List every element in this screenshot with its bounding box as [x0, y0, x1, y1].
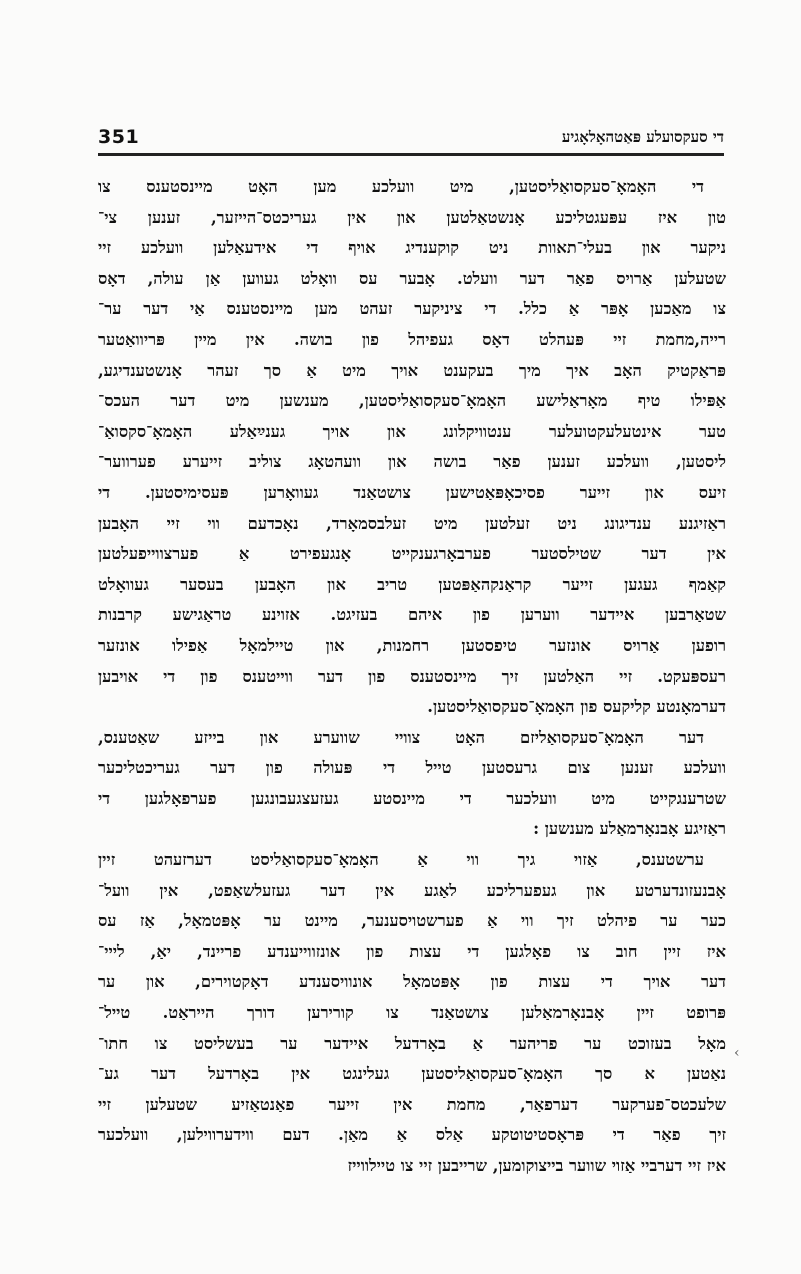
text-line: רופען אַרויס אונזער טיפסטען רחמנות, און טיילמאָל אַפילו אונזער	[98, 635, 726, 655]
text-line: אָבנעזונדערטע און געפערליכע לאַגע אין דער געזעלשאַפט, אין וועל־	[98, 880, 726, 900]
text-line: ראַזיגנע ענדיגונג ניט זעלטען מיט זעלבסמאָרד, נאָכדעם ווי זיי האָבען	[98, 513, 726, 533]
text-line: קאַמף געגען זייער קראַנקהאַפּטען טריב און האָבען בעסער געוואָלט	[98, 574, 726, 594]
text-line: צו מאַכען אָפּר אַ כלל. די ציניקער זעהט מען מיינסטענס אַי דער ער־	[98, 299, 726, 319]
text-line: ניקער און בעלי־תאוות ניט קוקענדיג אויף די אידעאַלען וועלכע זיי	[98, 238, 726, 258]
text-line: ראַזיגע אָבנאָרמאַלע מענשען :	[533, 819, 726, 839]
margin-mark: ‹	[734, 1045, 740, 1061]
text-line: ערשטענס, אַזוי גיך ווי אַ האָמאָ־סעקסואַליסט דערזעהט זיין	[98, 850, 704, 870]
text-line: דער האָמאָ־סעקסואַליזם האָט צוויי שווערע און בייזע שאַטענס,	[98, 727, 704, 747]
text-line: טון איז עפּעגטליכע אָנשטאַלטען און אין געריכטס־הייזער, זענען צי־	[98, 207, 726, 227]
text-line: פּראַקטיק האָב איך מיך בעקענט אויך מיט אַ סך זעהר אָנשטענדיגע,	[98, 360, 726, 380]
text-line: רייה,מחמת זיי פּעהלט דאָס געפיהל פון בושה. אין מיין פּריוואַטער	[98, 329, 726, 349]
text-line: פּרופט זיין אָבנאָרמאַלען צושטאַנד צו קורירען דורך הייראַט. טייל־	[98, 1003, 726, 1023]
text-line: שטעלען אַרויס פאַר דער וועלט. אָבער עס וואָלט געווען אַן עולה, דאָס	[98, 268, 726, 288]
text-line: ליסטען, וועלכע זענען פאַר בושה און וועהטאָג צוליב זייערע פערווער־	[98, 452, 726, 472]
text-line: אין דער שטילסטער פערבאָרגענקייט אָנגעפירט אַ פערצווייפעלטען	[98, 544, 726, 564]
text-line: דער אויך די עצות פון אָפּטמאָל אונוויסענדע דאָקטוירים, און ער	[98, 972, 726, 992]
page-number: 351	[98, 126, 140, 148]
paragraph-1	[98, 172, 726, 723]
text-line: די האָמאָ־סעקסואַליסטען, מיט וועלכע מען האָט מיינסטענס צו	[98, 177, 704, 196]
text-line: רעספּעקט. זיי האַלטען זיך מיינסטענס פון דער ווייטענס פון די אויבען	[98, 666, 726, 686]
body-text	[98, 172, 726, 1182]
running-title: די סעקסועלע פּאַטהאָלאָגיע	[561, 128, 724, 146]
paragraph-3	[98, 845, 726, 1182]
text-line: וועלכע זענען צום גרעסטען טייל די פּעולה פון דער געריכטליכער	[98, 758, 726, 778]
text-line: טער אינטעלעקטועלער ענטוויקלונג און אויך גענײַאַלע האָמאָ־סקסואַ־	[98, 421, 726, 441]
text-line: מאָל בעזוכט ער פריהער אַ באָרדעל איידער ער בעשליסט צו חתו־	[98, 1033, 726, 1053]
text-line: איז זיי דערביי אַזוי שווער בייצוקומען, שרייבען זיי צו טיילווייז	[347, 1156, 726, 1175]
paragraph-2	[98, 723, 726, 845]
text-line: זיעס און זייער פסיכאָפּאַטישען צושטאַנד געוואָרען פּעסימיסטען. די	[98, 482, 726, 502]
header-rule	[98, 153, 724, 156]
text-line: כער ער פיהלט זיך ווי אַ פערשטויסענער, מיינט ער אָפּטמאָל, אַז עס	[98, 911, 726, 931]
text-line: איז זיין חוב צו פאָלגען די עצות פון אונזווייענדע פריינד, יאַ, לייי־	[98, 941, 726, 961]
text-line: שטרענגקייט מיט וועלכער די מיינסטע געזעצגעבונגען פערפאָלגען די	[98, 788, 726, 808]
text-line: שטאַרבען איידער ווערען פון איהם בעזיגט. אזוינע טראַגישע קרבנות	[98, 605, 726, 625]
text-line: נאַטען א סך האָמאָ־סעקסואַליסטען געלינגט אין באָרדעל דער גע־	[98, 1064, 726, 1084]
text-line: אַפּילו טיף מאָראַלישע האָמאָ־סעקסואַליסטען, מענשען מיט דער העכס־	[98, 391, 726, 411]
text-line: זיך פאַר די פּראָסטיטוטקע אַלס אַ מאַן. דעם ווידערווילען, וועלכער	[98, 1125, 726, 1145]
text-line: דערמאָנטע קליקעס פון האָמאָ־סעקסואַליסטען.	[427, 697, 726, 717]
text-line: שלעכטס־פערקער דערפאַר, מחמת אין זייער פאַנטאַזיע שטעלען זיי	[98, 1094, 726, 1114]
